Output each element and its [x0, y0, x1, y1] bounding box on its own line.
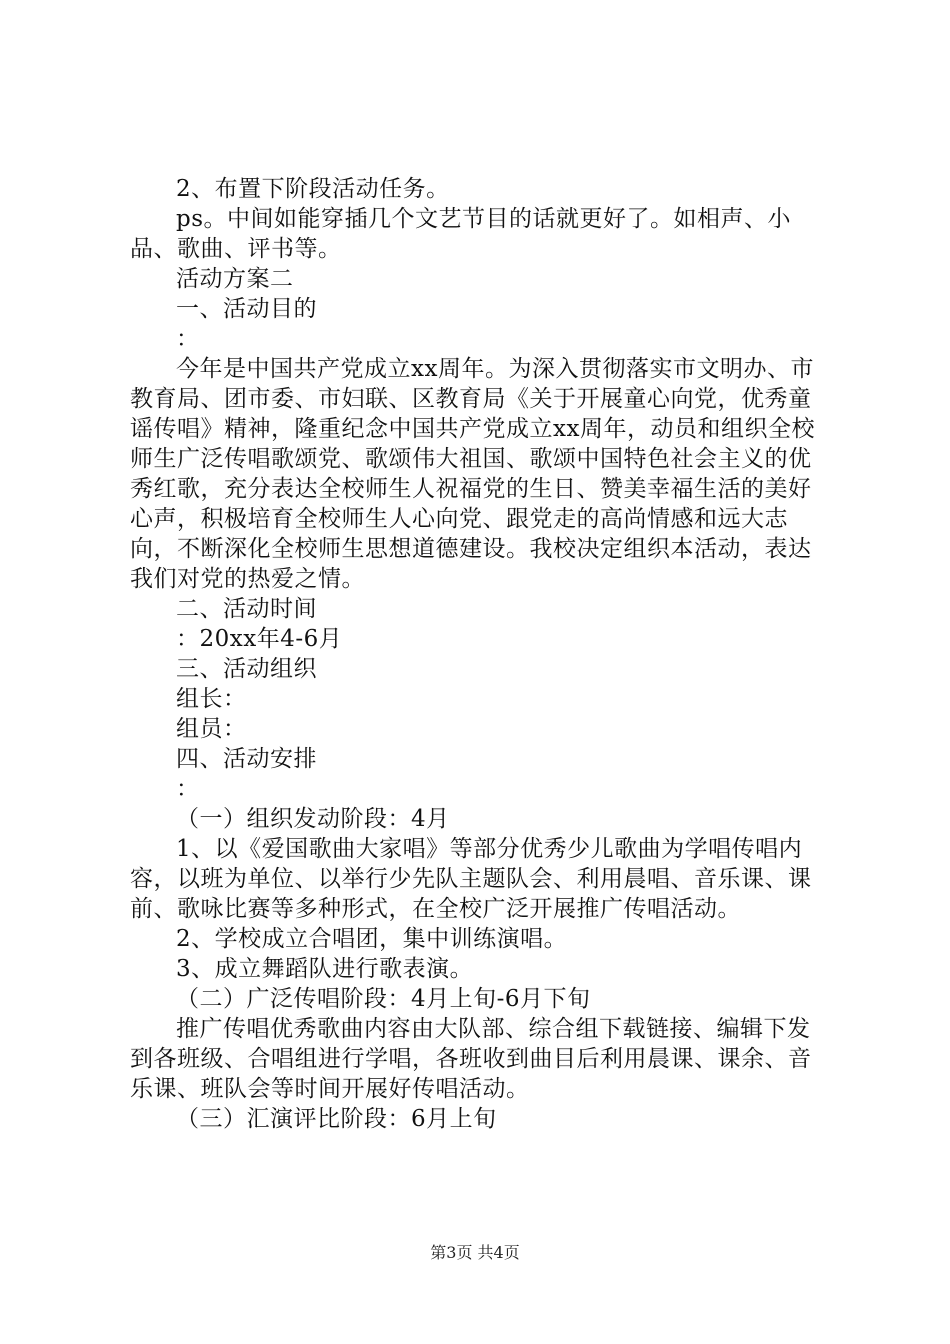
paragraph-task: 2、布置下阶段活动任务。 [176, 176, 450, 202]
colon-line: ： [176, 326, 200, 352]
stage-two-heading: （二）广泛传唱阶段：4月上旬-6月下旬 [176, 986, 591, 1012]
stage-three-heading: （三）汇演评比阶段：6月上旬 [176, 1106, 497, 1132]
paragraph-leader: 组长： [176, 686, 247, 712]
stage-one-heading: （一）组织发动阶段：4月 [176, 806, 450, 832]
stage-one-item-3: 3、成立舞蹈队进行歌表演。 [176, 956, 474, 982]
stage-two-body: 推广传唱优秀歌曲内容由大队部、综合组下载链接、编辑下发到各班级、合唱组进行学唱，各班收到曲目后利用晨课、课余、音乐课、班队会等时间开展好传唱活动。 [130, 1016, 812, 1102]
paragraph-members: 组员： [176, 716, 247, 742]
page-footer [0, 1243, 950, 1263]
paragraph-purpose-body: 今年是中国共产党成立xx周年。为深入贯彻落实市文明办、市教育局、团市委、市妇联、区教育局《关于开展童心向党，优秀童谣传唱》精神，隆重纪念中国共产党成立xx周年，动员和组织全校师生广泛传唱歌颂党、歌颂伟大祖国、歌颂中国特色社会主义的优秀红歌，充分表达全校师生人祝福党的生日、赞美幸福生活的美好心声，积极培育全校师生人心向党、跟党走的高尚情感和远大志向，不断深化全校师生思想道德建设。我校决定组织本活动，表达我们对党的热爱之情。 [130, 356, 815, 592]
heading-organization: 三、活动组织 [176, 656, 317, 682]
document-body [130, 174, 830, 1134]
stage-one-item-1: 1、以《爱国歌曲大家唱》等部分优秀少儿歌曲为学唱传唱内容，以班为单位、以举行少先队主题队会、利用晨唱、音乐课、课前、歌咏比赛等多种形式，在全校广泛开展推广传唱活动。 [130, 836, 812, 922]
paragraph-ps: ps。中间如能穿插几个文艺节目的话就更好了。如相声、小品、歌曲、评书等。 [130, 206, 792, 262]
paragraph-time-value: ：20xx年4-6月 [176, 626, 343, 652]
heading-time: 二、活动时间 [176, 596, 317, 622]
heading-plan-two: 活动方案二 [176, 266, 294, 292]
heading-purpose: 一、活动目的 [176, 296, 317, 322]
heading-arrangement: 四、活动安排 [176, 746, 317, 772]
page-number-label: 第3页 共4页 [430, 1243, 520, 1262]
stage-one-item-2: 2、学校成立合唱团，集中训练演唱。 [176, 926, 568, 952]
colon-line: ： [176, 776, 200, 802]
